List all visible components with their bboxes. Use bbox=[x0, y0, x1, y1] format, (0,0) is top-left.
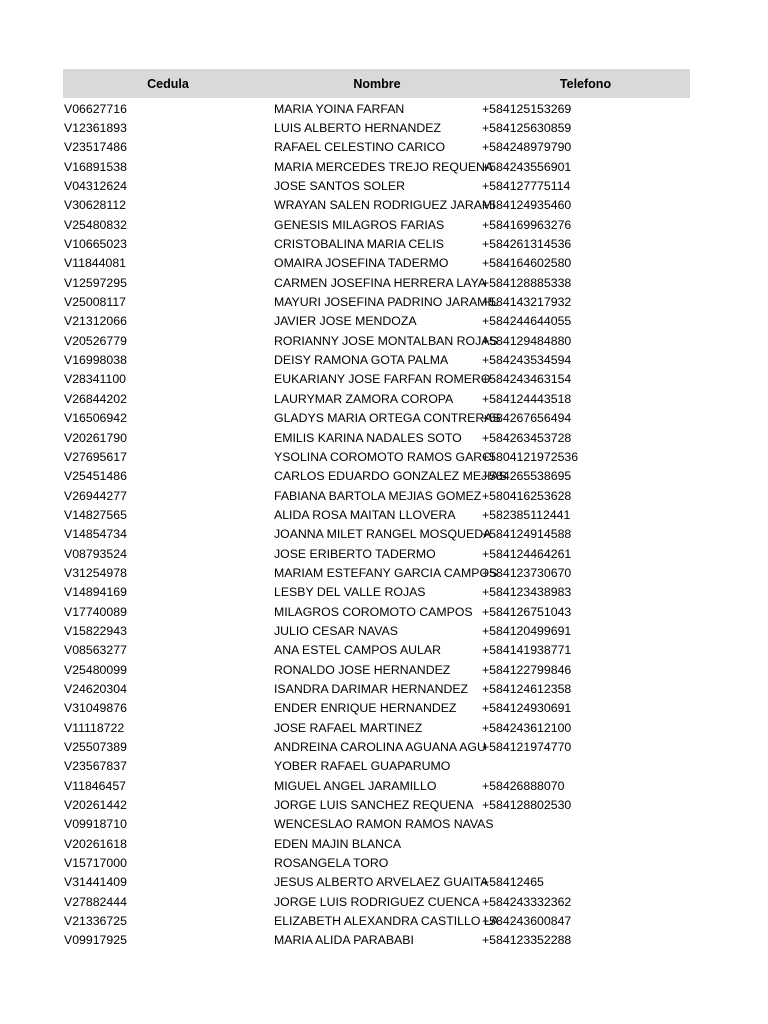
table-row bbox=[63, 563, 690, 582]
cell-telefono: +584243556901 bbox=[482, 159, 572, 174]
cell-nombre: JOSE SANTOS SOLER bbox=[274, 179, 405, 194]
table-row bbox=[63, 447, 690, 466]
table-row bbox=[63, 834, 690, 853]
cell-telefono: +584123438983 bbox=[482, 585, 572, 600]
cell-telefono: +584124930691 bbox=[482, 701, 572, 716]
cell-telefono: +584124612358 bbox=[482, 681, 572, 696]
cell-nombre: YOBER RAFAEL GUAPARUMO bbox=[274, 759, 451, 774]
cell-nombre: EUKARIANY JOSE FARFAN ROMERO bbox=[274, 372, 491, 387]
cell-cedula: V23567837 bbox=[64, 759, 127, 774]
cell-telefono: +584243463154 bbox=[482, 372, 572, 387]
table-row bbox=[63, 176, 690, 195]
table-row bbox=[63, 505, 690, 524]
cell-nombre: JORGE LUIS SANCHEZ REQUENA bbox=[274, 798, 474, 813]
cell-telefono: +584263453728 bbox=[482, 430, 572, 445]
cell-nombre: JULIO CESAR NAVAS bbox=[274, 623, 398, 638]
cell-telefono: +584164602580 bbox=[482, 256, 572, 271]
cell-cedula: V21336725 bbox=[64, 914, 127, 929]
cell-nombre: ENDER ENRIQUE HERNANDEZ bbox=[274, 701, 457, 716]
table-header bbox=[63, 69, 690, 98]
table-row bbox=[63, 815, 690, 834]
table-row bbox=[63, 776, 690, 795]
cell-telefono: +5804121972536 bbox=[482, 449, 579, 464]
cell-nombre: MARIA MERCEDES TREJO REQUENA bbox=[274, 159, 494, 174]
cell-cedula: V16506942 bbox=[64, 411, 127, 426]
table-body bbox=[63, 99, 690, 950]
cell-telefono: +584243534594 bbox=[482, 353, 572, 368]
cell-telefono: +584124914588 bbox=[482, 527, 572, 542]
cell-nombre: WENCESLAO RAMON RAMOS NAVAS bbox=[274, 817, 494, 832]
column-header-nombre: Nombre bbox=[353, 76, 401, 91]
cell-cedula: V14894169 bbox=[64, 585, 127, 600]
cell-telefono: +584126751043 bbox=[482, 604, 572, 619]
cell-nombre: MAYURI JOSEFINA PADRINO JARAMIL bbox=[274, 295, 498, 310]
table-row bbox=[63, 757, 690, 776]
table-row bbox=[63, 467, 690, 486]
table-row bbox=[63, 138, 690, 157]
table-row bbox=[63, 699, 690, 718]
cell-nombre: JOSE RAFAEL MARTINEZ bbox=[274, 720, 423, 735]
table-row bbox=[63, 931, 690, 950]
table-row bbox=[63, 679, 690, 698]
cell-nombre: MARIA ALIDA PARABABI bbox=[274, 933, 414, 948]
cell-nombre: RAFAEL CELESTINO CARICO bbox=[274, 140, 446, 155]
cell-cedula: V15717000 bbox=[64, 856, 127, 871]
cell-cedula: V17740089 bbox=[64, 604, 127, 619]
cell-nombre: ALIDA ROSA MAITAN LLOVERA bbox=[274, 507, 456, 522]
cell-telefono: +584248979790 bbox=[482, 140, 572, 155]
table-row bbox=[63, 795, 690, 814]
cell-nombre: JOANNA MILET RANGEL MOSQUEDA bbox=[274, 527, 492, 542]
table-row bbox=[63, 254, 690, 273]
cell-cedula: V25451486 bbox=[64, 469, 127, 484]
cell-cedula: V11846457 bbox=[64, 778, 127, 793]
cell-cedula: V08793524 bbox=[64, 546, 127, 561]
column-header-cedula: Cedula bbox=[147, 76, 189, 91]
spreadsheet-table bbox=[63, 69, 690, 950]
cell-telefono: +584125153269 bbox=[482, 101, 572, 116]
table-row bbox=[63, 215, 690, 234]
cell-cedula: V04312624 bbox=[64, 179, 127, 194]
cell-cedula: V12597295 bbox=[64, 275, 127, 290]
cell-telefono: +580416253628 bbox=[482, 488, 572, 503]
cell-cedula: V30628112 bbox=[64, 198, 127, 213]
cell-telefono: +584243612100 bbox=[482, 720, 572, 735]
table-row bbox=[63, 331, 690, 350]
cell-nombre: OMAIRA JOSEFINA TADERMO bbox=[274, 256, 449, 271]
cell-cedula: V20526779 bbox=[64, 333, 127, 348]
table-row bbox=[63, 544, 690, 563]
table-row bbox=[63, 312, 690, 331]
table-row bbox=[63, 737, 690, 756]
cell-nombre: YSOLINA COROMOTO RAMOS GARCI bbox=[274, 449, 495, 464]
cell-telefono: +582385112441 bbox=[482, 507, 571, 522]
table-row bbox=[63, 583, 690, 602]
cell-cedula: V25507389 bbox=[64, 740, 127, 755]
cell-nombre: WRAYAN SALEN RODRIGUEZ JARAMI bbox=[274, 198, 496, 213]
cell-telefono: +584244644055 bbox=[482, 314, 572, 329]
cell-cedula: V25008117 bbox=[64, 295, 127, 310]
cell-telefono: +584261314536 bbox=[482, 237, 572, 252]
cell-nombre: EDEN MAJIN BLANCA bbox=[274, 836, 402, 851]
cell-telefono: +584128885338 bbox=[482, 275, 572, 290]
cell-cedula: V26844202 bbox=[64, 391, 127, 406]
cell-cedula: V27882444 bbox=[64, 894, 127, 909]
cell-nombre: FABIANA BARTOLA MEJIAS GOMEZ bbox=[274, 488, 482, 503]
cell-cedula: V16998038 bbox=[64, 353, 127, 368]
cell-telefono: +584265538695 bbox=[482, 469, 572, 484]
table-row bbox=[63, 525, 690, 544]
cell-nombre: JOSE ERIBERTO TADERMO bbox=[274, 546, 436, 561]
cell-nombre: MILAGROS COROMOTO CAMPOS bbox=[274, 604, 473, 619]
cell-nombre: RONALDO JOSE HERNANDEZ bbox=[274, 662, 451, 677]
table-row bbox=[63, 196, 690, 215]
cell-cedula: V09917925 bbox=[64, 933, 127, 948]
cell-cedula: V31441409 bbox=[64, 875, 127, 890]
cell-cedula: V11118722 bbox=[64, 720, 125, 735]
cell-telefono: +584129484880 bbox=[482, 333, 572, 348]
table-row bbox=[63, 292, 690, 311]
cell-nombre: ELIZABETH ALEXANDRA CASTILLO LA bbox=[274, 914, 499, 929]
cell-cedula: V21312066 bbox=[64, 314, 127, 329]
cell-nombre: CARMEN JOSEFINA HERRERA LAYA bbox=[274, 275, 487, 290]
cell-cedula: V14854734 bbox=[64, 527, 127, 542]
table-row bbox=[63, 660, 690, 679]
cell-cedula: V20261442 bbox=[64, 798, 127, 813]
table-row bbox=[63, 873, 690, 892]
cell-cedula: V09918710 bbox=[64, 817, 127, 832]
cell-nombre: RORIANNY JOSE MONTALBAN ROJAS bbox=[274, 333, 498, 348]
cell-nombre: ISANDRA DARIMAR HERNANDEZ bbox=[274, 681, 469, 696]
cell-telefono: +58426888070 bbox=[482, 778, 565, 793]
cell-nombre: MARIA YOINA FARFAN bbox=[274, 101, 405, 116]
cell-telefono: +584120499691 bbox=[482, 623, 572, 638]
cell-cedula: V06627716 bbox=[64, 101, 127, 116]
cell-nombre: LAURYMAR ZAMORA COROPA bbox=[274, 391, 454, 406]
table-row bbox=[63, 157, 690, 176]
cell-telefono: +584124464261 bbox=[482, 546, 572, 561]
cell-nombre: ROSANGELA TORO bbox=[274, 856, 389, 871]
cell-telefono: +584169963276 bbox=[482, 217, 572, 232]
cell-telefono: +584143217932 bbox=[482, 295, 572, 310]
cell-cedula: V14827565 bbox=[64, 507, 127, 522]
cell-telefono: +584243600847 bbox=[482, 914, 572, 929]
table-row bbox=[63, 892, 690, 911]
table-row bbox=[63, 428, 690, 447]
cell-telefono: +584124443518 bbox=[482, 391, 572, 406]
cell-cedula: V12361893 bbox=[64, 121, 127, 136]
cell-telefono: +584128802530 bbox=[482, 798, 572, 813]
table-row bbox=[63, 911, 690, 930]
cell-nombre: CARLOS EDUARDO GONZALEZ MEJIAS bbox=[274, 469, 507, 484]
table-row bbox=[63, 389, 690, 408]
cell-cedula: V20261790 bbox=[64, 430, 127, 445]
cell-nombre: JESUS ALBERTO ARVELAEZ GUAITA bbox=[274, 875, 489, 890]
table-row bbox=[63, 118, 690, 137]
cell-nombre: GLADYS MARIA ORTEGA CONTRERAS bbox=[274, 411, 501, 426]
cell-nombre: DEISY RAMONA GOTA PALMA bbox=[274, 353, 449, 368]
cell-telefono: +584122799846 bbox=[482, 662, 572, 677]
cell-nombre: LUIS ALBERTO HERNANDEZ bbox=[274, 121, 441, 136]
table-row bbox=[63, 350, 690, 369]
cell-cedula: V11844081 bbox=[64, 256, 127, 271]
cell-cedula: V31254978 bbox=[64, 565, 127, 580]
cell-nombre: EMILIS KARINA NADALES SOTO bbox=[274, 430, 462, 445]
cell-cedula: V08563277 bbox=[64, 643, 127, 658]
table-row bbox=[63, 370, 690, 389]
table-row bbox=[63, 486, 690, 505]
cell-cedula: V16891538 bbox=[64, 159, 127, 174]
cell-nombre: GENESIS MILAGROS FARIAS bbox=[274, 217, 445, 232]
cell-telefono: +584141938771 bbox=[482, 643, 572, 658]
cell-cedula: V28341100 bbox=[64, 372, 127, 387]
table-row bbox=[63, 718, 690, 737]
cell-nombre: JORGE LUIS RODRIGUEZ CUENCA bbox=[274, 894, 480, 909]
table-row bbox=[63, 853, 690, 872]
cell-nombre: CRISTOBALINA MARIA CELIS bbox=[274, 237, 444, 252]
table-row bbox=[63, 621, 690, 640]
column-header-telefono: Telefono bbox=[559, 76, 612, 91]
cell-cedula: V27695617 bbox=[64, 449, 127, 464]
table-row bbox=[63, 409, 690, 428]
cell-telefono: +584123730670 bbox=[482, 565, 572, 580]
cell-telefono: +584125630859 bbox=[482, 121, 572, 136]
table-row bbox=[63, 641, 690, 660]
cell-cedula: V23517486 bbox=[64, 140, 127, 155]
cell-telefono: +584123352288 bbox=[482, 933, 572, 948]
cell-cedula: V20261618 bbox=[64, 836, 127, 851]
cell-telefono: +58412465 bbox=[482, 875, 544, 890]
cell-telefono: +584121974770 bbox=[482, 740, 572, 755]
cell-nombre: MARIAM ESTEFANY GARCIA CAMPOS bbox=[274, 565, 498, 580]
cell-telefono: +584243332362 bbox=[482, 894, 572, 909]
table-row bbox=[63, 602, 690, 621]
cell-cedula: V25480099 bbox=[64, 662, 127, 677]
cell-telefono: +584127775114 bbox=[482, 179, 571, 194]
cell-cedula: V31049876 bbox=[64, 701, 127, 716]
cell-nombre: LESBY DEL VALLE ROJAS bbox=[274, 585, 426, 600]
table-row bbox=[63, 99, 690, 118]
cell-telefono: +584267656494 bbox=[482, 411, 572, 426]
cell-nombre: ANA ESTEL CAMPOS AULAR bbox=[274, 643, 441, 658]
cell-nombre: JAVIER JOSE MENDOZA bbox=[274, 314, 417, 329]
cell-cedula: V25480832 bbox=[64, 217, 127, 232]
cell-nombre: MIGUEL ANGEL JARAMILLO bbox=[274, 778, 437, 793]
cell-cedula: V10665023 bbox=[64, 237, 127, 252]
cell-cedula: V26944277 bbox=[64, 488, 127, 503]
cell-cedula: V15822943 bbox=[64, 623, 127, 638]
table-row bbox=[63, 273, 690, 292]
cell-cedula: V24620304 bbox=[64, 681, 127, 696]
cell-nombre: ANDREINA CAROLINA AGUANA AGU bbox=[274, 740, 486, 755]
table-row bbox=[63, 234, 690, 253]
cell-telefono: +584124935460 bbox=[482, 198, 572, 213]
